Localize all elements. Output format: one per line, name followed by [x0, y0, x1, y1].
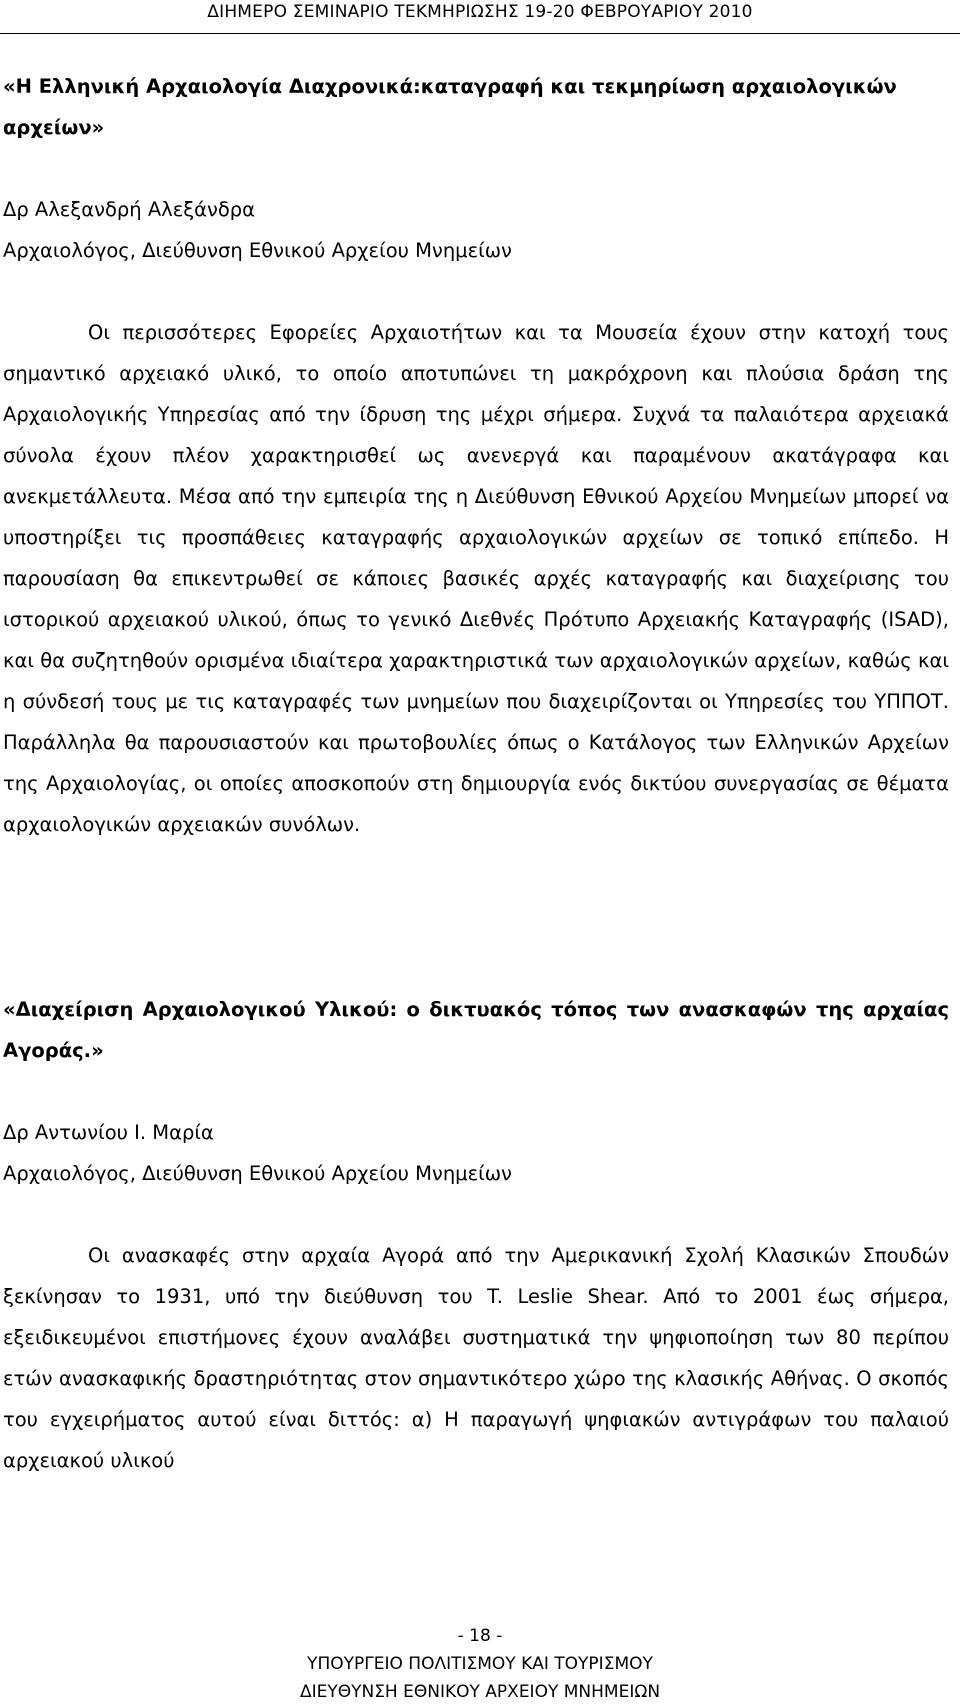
article-2-author-affiliation: Αρχαιολόγος, Διεύθυνση Εθνικού Αρχείου Μνημείων: [3, 1162, 512, 1185]
article-1-author-name: Δρ Αλεξανδρή Αλεξάνδρα: [3, 198, 256, 221]
article-1-abstract: Οι περισσότερες Εφορείες Αρχαιοτήτων και τα Μουσεία έχουν στην κατοχή τους σημαντικό αρχειακό υλικό, το οποίο αποτυπώνει τη μακρόχρονη και πλούσια δράση της Αρχαιολογικής Υπηρεσίας από την ίδρυση της μέχρι σήμερα. Συχνά τα παλαιότερα αρχειακά σύνολα έχουν πλέον χαρακτηρισθεί ως ανενεργά και παραμένουν ακατάγραφα και ανεκμετάλλευτα. Μέσα από την εμπειρία της η Διεύθυνση Εθνικού Αρχείου Μνημείων μπορεί να υποστηρίξει τις προσπάθειες καταγραφής αρχαιολογικών αρχείων σε τοπικό επίπεδο. Η παρουσίαση θα επικεντρωθεί σε κάποιες βασικές αρχές καταγραφής και διαχείρισης του ιστορικού αρχειακού υλικού, όπως το γενικό Διεθνές Πρότυπο Αρχειακής Καταγραφής (ISAD), και θα συζητηθούν ορισμένα ιδιαίτερα χαρακτηριστικά των αρχαιολογικών αρχείων, καθώς και η σύνδεσή τους με τις καταγραφές των μνημείων που διαχειρίζονται οι Υπηρεσίες του ΥΠΠΟΤ. Παράλληλα θα παρουσιαστούν και πρωτοβουλίες όπως ο Κατάλογος των Ελληνικών Αρχείων της Αρχαιολογίας, οι οποίες αποσκοπούν στη δημιουργία ενός δικτύου συνεργασίας σε θέματα αρχαιολογικών αρχειακών συνόλων.: [3, 321, 949, 836]
article-1: [3, 66, 949, 845]
footer-ministry: ΥΠΟΥΡΓΕΙΟ ΠΟΛΙΤΙΣΜΟΥ ΚΑΙ ΤΟΥΡΙΣΜΟΥ: [307, 1654, 653, 1674]
article-2-abstract: Οι ανασκαφές στην αρχαία Αγορά από την Αμερικανική Σχολή Κλασικών Σπουδών ξεκίνησαν το 1931, υπό την διεύθυνση του T. Leslie Shear. Από το 2001 έως σήμερα, εξειδικευμένοι επιστήμονες έχουν αναλάβει συστηματικά την ψηφιοποίηση των 80 περίπου ετών ανασκαφικής δραστηριότητας στον σημαντικότερο χώρο της κλασικής Αθήνας. Ο σκοπός του εγχειρήματος αυτού είναι διττός: α) Η παραγωγή ψηφιακών αντιγράφων του παλαιού αρχειακού υλικού: [3, 1244, 949, 1472]
footer-directorate: ΔΙΕΥΘΥΝΣΗ ΕΘΝΙΚΟΥ ΑΡΧΕΙΟΥ ΜΝΗΜΕΙΩΝ: [299, 1682, 661, 1702]
article-2-title: «Διαχείριση Αρχαιολογικού Υλικού: ο δικτυακός τόπος των ανασκαφών της αρχαίας Αγοράς.»: [3, 998, 949, 1062]
page-number: - 18 -: [457, 1626, 503, 1646]
article-1-author-affiliation: Αρχαιολόγος, Διεύθυνση Εθνικού Αρχείου Μνημείων: [3, 239, 512, 262]
article-1-title: «Η Ελληνική Αρχαιολογία Διαχρονικά:καταγραφή και τεκμηρίωση αρχαιολογικών αρχείων»: [3, 75, 897, 139]
header-rule: [0, 33, 960, 34]
article-2: [3, 989, 949, 1481]
article-2-author-name: Δρ Αντωνίου Ι. Μαρία: [3, 1121, 214, 1144]
running-header: ΔΙΗΜΕΡΟ ΣΕΜΙΝΑΡΙΟ ΤΕΚΜΗΡΙΩΣΗΣ 19-20 ΦΕΒΡΟΥΑΡΙΟΥ 2010: [207, 2, 753, 22]
